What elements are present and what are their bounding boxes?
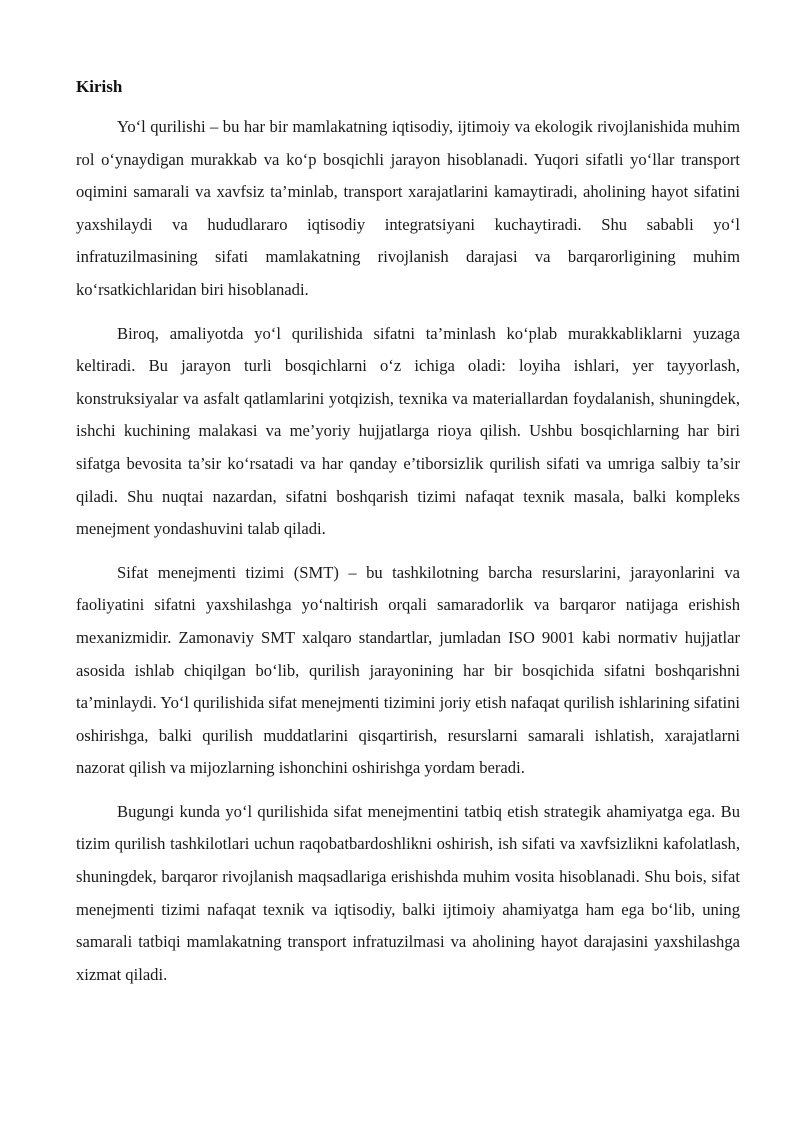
paragraph-4: Bugungi kunda yo‘l qurilishida sifat menejmentini tatbiq etish strategik ahamiyatga ega. Bu tizim qurilish tashkilotlari uchun raqobatbardoshlikni oshirish, ish sifati va xavfsizlikni kafolatlash, shuningdek, barqaror rivojlanish maqsadlariga erishishda muhim vosita hisoblanadi. Shu bois, sifat menejmenti tizimi nafaqat texnik va iqtisodiy, balki ijtimoiy ahamiyatga ham ega bo‘lib, uning samarali tatbiqi mamlakatning transport infratuzilmasi va aholining hayot darajasini yaxshilashga xizmat qiladi. [76, 801, 740, 984]
document-body [76, 74, 740, 1002]
paragraph-3: Sifat menejmenti tizimi (SMT) – bu tashkilotning barcha resurslarini, jarayonlarini va faoliyatini sifatni yaxshilashga yo‘naltirish orqali samaradorlik va barqaror natijaga erishish mexanizmidir. Zamonaviy SMT xalqaro standartlar, jumladan ISO 9001 kabi normativ hujjatlar asosida ishlab chiqilgan bo‘lib, qurilish jarayonining har bir bosqichida sifatni boshqarishni ta’minlaydi. Yo‘l qurilishida sifat menejmenti tizimini joriy etish nafaqat qurilish ishlarining sifatini oshirishga, balki qurilish muddatlarini qisqartirish, resurslarni samarali ishlatish, xarajatlarni nazorat qilish va mijozlarning ishonchini oshirishga yordam beradi. [76, 562, 740, 778]
section-heading: Kirish [76, 77, 123, 96]
paragraph-1: Yo‘l qurilishi – bu har bir mamlakatning iqtisodiy, ijtimoiy va ekologik rivojlanishida muhim rol o‘ynaydigan murakkab va ko‘p bosqichli jarayon hisoblanadi. Yuqori sifatli yo‘llar transport oqimini samarali va xavfsiz ta’minlab, transport xarajatlarini kamaytiradi, aholining hayot sifatini yaxshilaydi va hududlararo iqtisodiy integratsiyani kuchaytiradi. Shu sababli yo‘l infratuzilmasining sifati mamlakatning rivojlanish darajasi va barqarorligining muhim ko‘rsatkichlaridan biri hisoblanadi. [76, 117, 740, 299]
paragraph-2: Biroq, amaliyotda yo‘l qurilishida sifatni ta’minlash ko‘plab murakkabliklarni yuzaga keltiradi. Bu jarayon turli bosqichlarni o‘z ichiga oladi: loyiha ishlari, yer tayyorlash, konstruksiyalar va asfalt qatlamlarini yotqizish, texnika va materiallardan foydalanish, shuningdek, ishchi kuchining malakasi va me’yoriy hujjatlarga rioya qilish. Ushbu bosqichlarning har biri sifatga bevosita ta’sir ko‘rsatadi va har qanday e’tiborsizlik qurilish sifati va umriga salbiy ta’sir qiladi. Shu nuqtai nazardan, sifatni boshqarish tizimi nafaqat texnik masala, balki kompleks menejment yondashuvini talab qiladi. [76, 323, 740, 539]
